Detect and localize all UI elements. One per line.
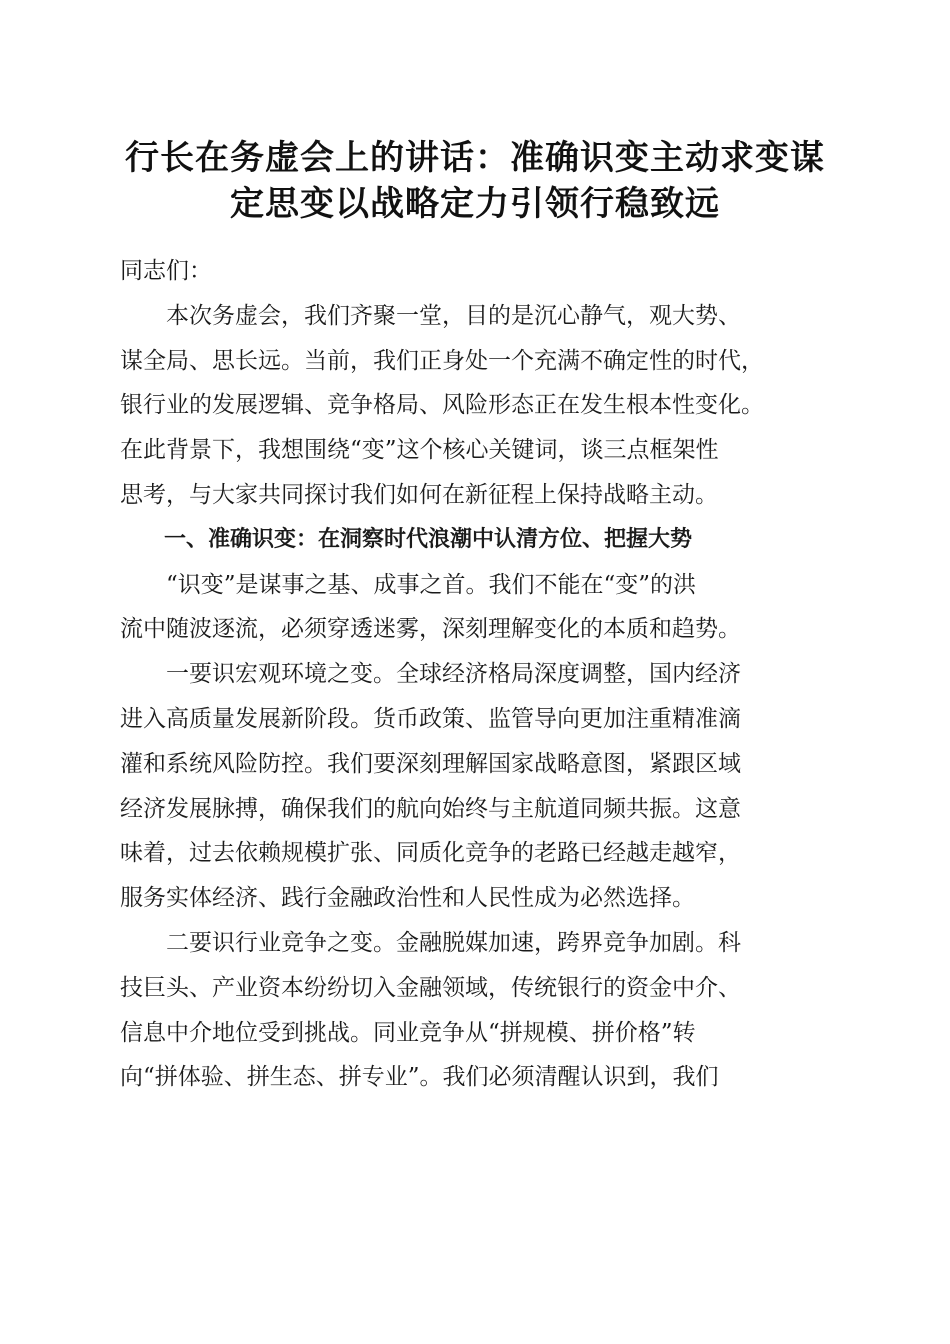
document-title xyxy=(100,135,850,227)
text-line-11: 灌和系统风险防控。我们要深刻理解国家战略意图，紧跟区域 xyxy=(120,750,741,777)
title-line-2: 定思变以战略定力引领行稳致远 xyxy=(230,184,720,224)
text-line-16: 技巨头、产业资本纷纷切入金融领域，传统银行的资金中介、 xyxy=(120,974,741,1001)
text-line-5: 思考，与大家共同探讨我们如何在新征程上保持战略主动。 xyxy=(120,481,718,508)
section-heading-1: 一、准确识变：在洞察时代浪潮中认清方位、把握大势 xyxy=(120,526,693,552)
title-line-1: 行长在务虚会上的讲话：准确识变主动求变谋 xyxy=(125,138,825,178)
text-line-12: 经济发展脉搏，确保我们的航向始终与主航道同频共振。这意 xyxy=(120,795,741,822)
text-line-1: 本次务虚会，我们齐聚一堂，目的是沉心静气，观大势、 xyxy=(120,302,741,329)
text-line-18: 向“拼体验、拼生态、拼专业”。我们必须清醒认识到，我们 xyxy=(120,1064,719,1091)
text-line-8: 流中随波逐流，必须穿透迷雾，深刻理解变化的本质和趋势。 xyxy=(120,616,741,643)
text-line-4: 在此背景下，我想围绕“变”这个核心关键词，谈三点框架性 xyxy=(120,437,719,464)
text-line-10: 进入高质量发展新阶段。货币政策、监管导向更加注重精准滴 xyxy=(120,705,741,732)
text-line-14: 服务实体经济、践行金融政治性和人民性成为必然选择。 xyxy=(120,885,695,912)
text-line-15: 二要识行业竞争之变。金融脱媒加速，跨界竞争加剧。科 xyxy=(120,929,741,956)
salutation: 同志们： xyxy=(120,258,212,284)
text-line-7: “识变”是谋事之基、成事之首。我们不能在“变”的洪 xyxy=(120,571,697,598)
text-line-13: 味着，过去依赖规模扩张、同质化竞争的老路已经越走越窄， xyxy=(120,840,741,867)
text-line-9: 一要识宏观环境之变。全球经济格局深度调整，国内经济 xyxy=(120,661,741,688)
text-line-3: 银行业的发展逻辑、竞争格局、风险形态正在发生根本性变化。 xyxy=(120,392,764,419)
text-line-2: 谋全局、思长远。当前，我们正身处一个充满不确定性的时代， xyxy=(120,347,764,374)
document-body xyxy=(120,249,832,1100)
text-line-17: 信息中介地位受到挑战。同业竞争从“拼规模、拼价格”转 xyxy=(120,1019,696,1046)
